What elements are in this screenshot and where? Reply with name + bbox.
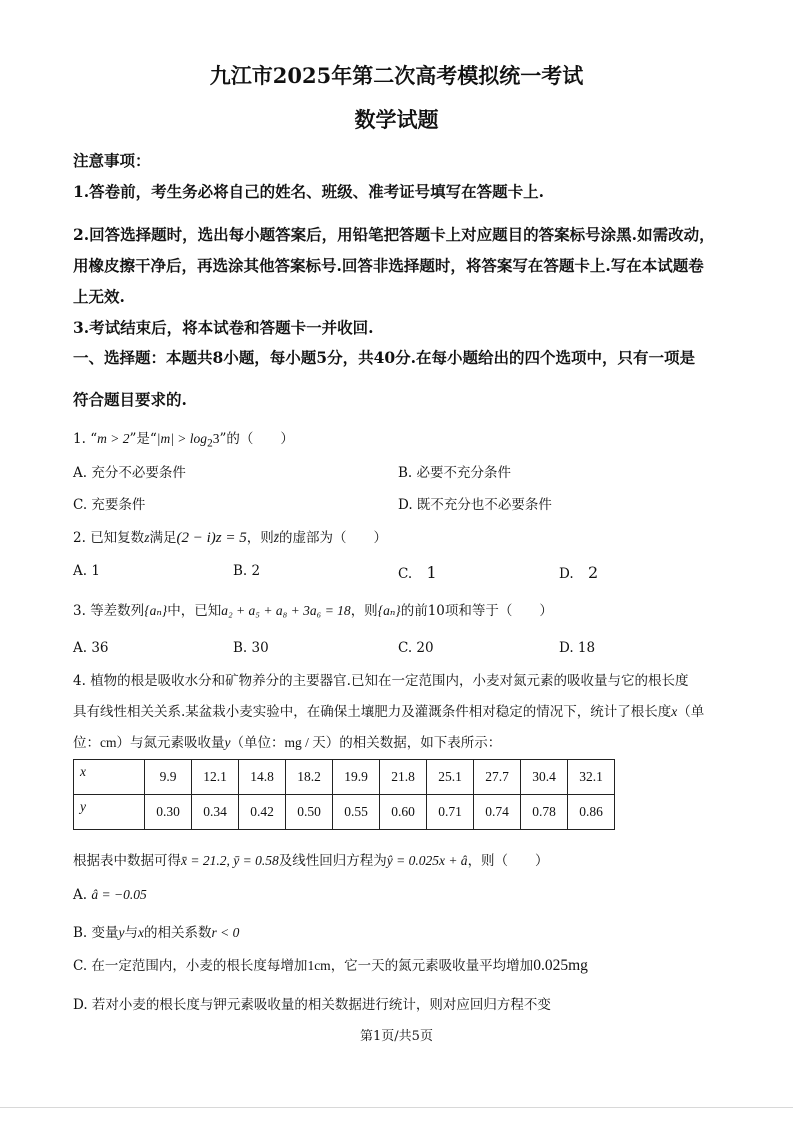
math-expr: â = −0.05 xyxy=(91,887,147,902)
question-4: 4. 植物的根是吸收水分和矿物养分的主要器官.已知在一定范围内，小麦对氮元素的吸收量与它的根长度 xyxy=(73,673,689,689)
math-expr: r < 0 xyxy=(211,925,240,940)
section-heading-cont: 符合题目要求的. xyxy=(73,390,187,409)
row-label-x: x xyxy=(74,760,145,795)
question-number: 3. xyxy=(73,603,86,619)
note-item: 用橡皮擦干净后，再选涂其他答案标号.回答非选择题时，将答案写在答题卡上.写在本试题卷 xyxy=(73,256,704,275)
table-cell: 30.4 xyxy=(521,760,568,795)
option-a: A. â = −0.05 xyxy=(73,887,147,903)
math-expr: (2 − i)z = 5 xyxy=(176,530,247,546)
option-b: B. 2 xyxy=(233,563,261,579)
table-cell: 14.8 xyxy=(239,760,286,795)
table-cell: 0.74 xyxy=(474,795,521,830)
table-cell: 0.78 xyxy=(521,795,568,830)
table-row xyxy=(74,760,615,795)
question-number: 2. xyxy=(73,530,86,546)
math-expr: $|m| > \log_23$ xyxy=(156,431,220,450)
exam-title: 九江市2025年第二次高考模拟统一考试 xyxy=(209,63,584,88)
table-cell: 12.1 xyxy=(192,760,239,795)
question-1: 1. “m > 2”是“$|m| > \log_23$”的（ ） xyxy=(73,431,294,450)
math-expr: {aₙ} xyxy=(144,603,168,618)
table-cell: 0.55 xyxy=(333,795,380,830)
option-b: B. 30 xyxy=(233,640,269,656)
table-cell: 19.9 xyxy=(333,760,380,795)
page-number: 第1页/共5页 xyxy=(360,1029,433,1044)
math-expr: x̄ = 21.2, ȳ = 0.58 xyxy=(181,853,279,868)
note-item: 2.回答选择题时，选出每小题答案后，用铅笔把答题卡上对应题目的答案标号涂黑.如需改动， xyxy=(73,225,715,244)
note-item: 1.答卷前，考生务必将自己的姓名、班级、准考证号填写在答题卡上. xyxy=(73,182,545,201)
table-cell: 9.9 xyxy=(145,760,192,795)
table-cell: 18.2 xyxy=(286,760,333,795)
notes-heading: 注意事项： xyxy=(73,151,151,170)
table-cell: 21.8 xyxy=(380,760,427,795)
option-c: C. 充要条件 xyxy=(73,497,146,513)
table-cell: 0.50 xyxy=(286,795,333,830)
math-expr: ŷ = 0.025x + â xyxy=(386,853,468,868)
question-4-text: 具有线性相关关系.某盆栽小麦实验中，在确保土壤肥力及灌溉条件相对稳定的情况下，统计了根长度x（单 xyxy=(73,704,705,720)
table-cell: 0.60 xyxy=(380,795,427,830)
option-c: C. 1 xyxy=(398,563,437,582)
table-cell: 0.71 xyxy=(427,795,474,830)
option-d: D. 18 xyxy=(559,640,596,656)
table-cell: 0.30 xyxy=(145,795,192,830)
option-c: C. 在一定范围内，小麦的根长度每增加1cm，它一天的氮元素吸收量平均增加0.025mg xyxy=(73,957,588,974)
option-a: A. 充分不必要条件 xyxy=(73,465,186,481)
question-2: 2. 已知复数z满足(2 − i)z = 5，则z̄的虚部为（ ） xyxy=(73,530,387,546)
table-row xyxy=(74,795,615,830)
math-expr: {aₙ} xyxy=(377,603,401,618)
question-4-text: 位：cm）与氮元素吸收量y（单位：mg / 天）的相关数据，如下表所示： xyxy=(73,735,502,751)
table-cell: 25.1 xyxy=(427,760,474,795)
question-3: 3. 等差数列{aₙ}中，已知a₂ + a₅ + a₈ + 3a₆ = 18，则{aₙ}的前10项和等于（ ） xyxy=(73,603,553,619)
math-expr: m > 2 xyxy=(97,431,130,446)
math-expr: a₂ + a₅ + a₈ + 3a₆ = 18 xyxy=(221,603,351,618)
option-d: D. 若对小麦的根长度与钾元素吸收量的相关数据进行统计，则对应回归方程不变 xyxy=(73,997,551,1013)
table-cell: 0.86 xyxy=(568,795,615,830)
question-4-regression: 根据表中数据可得x̄ = 21.2, ȳ = 0.58及线性回归方程为ŷ = 0.025x + â，则（ ） xyxy=(73,853,549,869)
bottom-divider xyxy=(0,1107,793,1108)
option-b: B. 变量y与x的相关系数r < 0 xyxy=(73,925,240,941)
row-label-y: y xyxy=(74,795,145,830)
option-c: C. 20 xyxy=(398,640,434,656)
question-number: 4. xyxy=(73,673,86,689)
table-cell: 0.34 xyxy=(192,795,239,830)
note-item: 3.考试结束后，将本试卷和答题卡一并收回. xyxy=(73,318,374,337)
section-heading: 一、选择题：本题共8小题，每小题5分，共40分.在每小题给出的四个选项中，只有一项是 xyxy=(73,348,696,367)
exam-subtitle: 数学试题 xyxy=(354,107,439,132)
table-cell: 27.7 xyxy=(474,760,521,795)
option-b: B. 必要不充分条件 xyxy=(398,465,512,481)
note-item: 上无效. xyxy=(73,287,125,306)
option-a: A. 36 xyxy=(73,640,109,656)
question-number: 1. xyxy=(73,431,86,447)
option-d: D. 既不充分也不必要条件 xyxy=(398,497,552,513)
table-cell: 32.1 xyxy=(568,760,615,795)
option-d: D. 2 xyxy=(559,563,599,582)
data-table xyxy=(73,759,615,830)
option-a: A. 1 xyxy=(73,563,100,579)
table-cell: 0.42 xyxy=(239,795,286,830)
